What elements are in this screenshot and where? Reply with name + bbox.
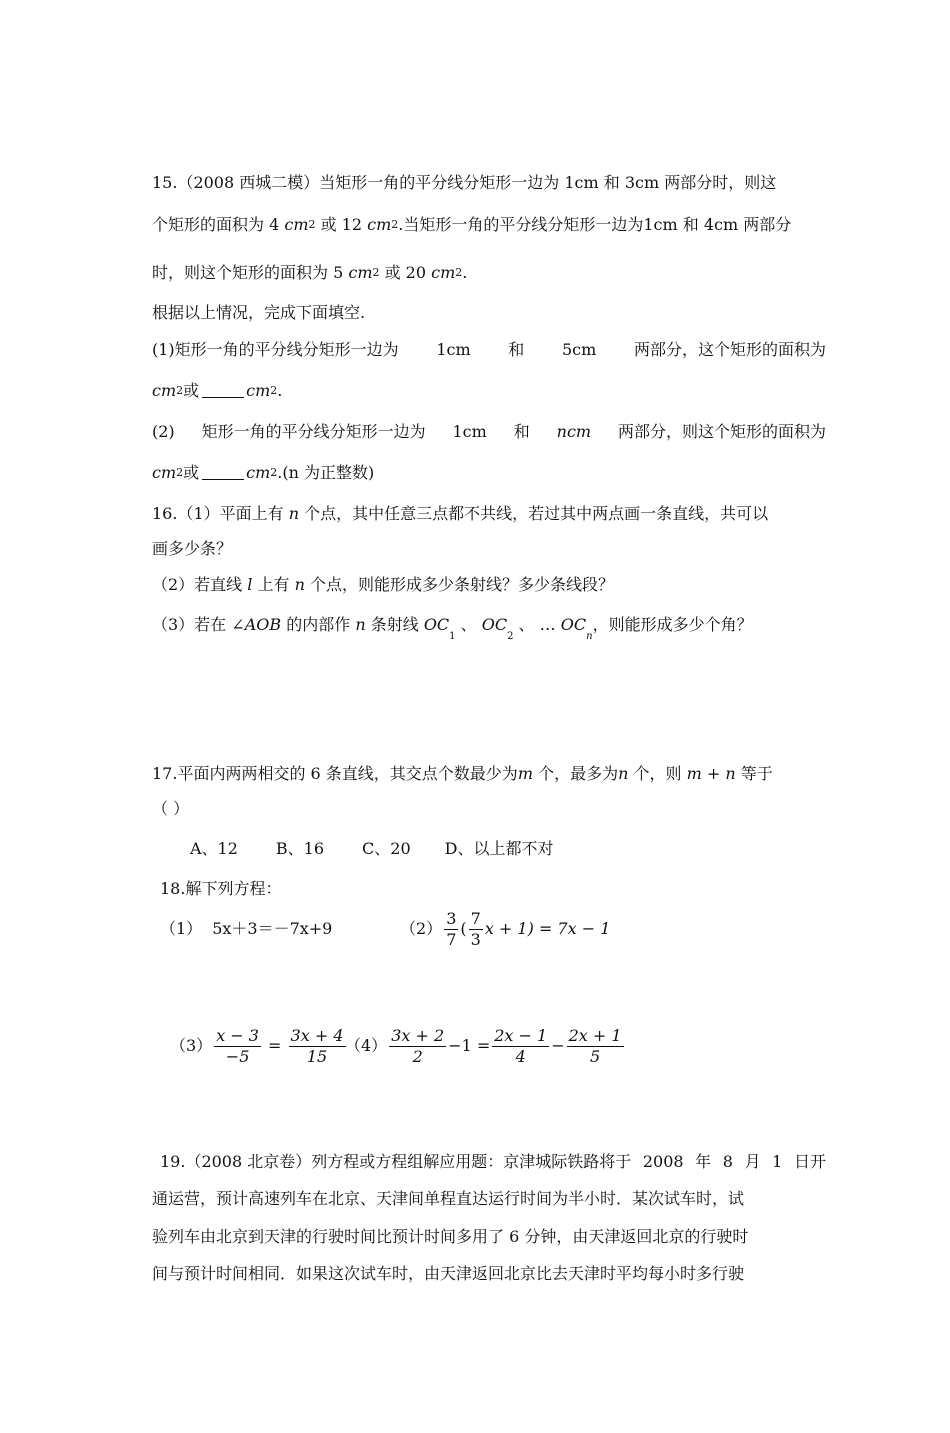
numerator: 3 <box>446 909 457 928</box>
text: 两部分，这个矩形的面积为 <box>633 340 826 359</box>
text: 矩形一角的平分线分矩形一边为 <box>201 422 426 441</box>
exponent: 2 <box>372 266 380 279</box>
var: AOB <box>244 615 282 634</box>
q16-line-2: 画多少条？ <box>152 539 233 558</box>
exponent: 2 <box>308 218 316 231</box>
denominator: 2 <box>412 1047 423 1066</box>
text: 1cm <box>452 422 487 441</box>
subscript: 1 <box>449 631 456 642</box>
text: 、 <box>513 615 540 634</box>
q16-line-3 <box>152 574 614 596</box>
q18-title: 18.解下列方程： <box>160 879 282 898</box>
q16-line-1 <box>152 503 768 525</box>
numerator: 3x + 2 <box>391 1026 445 1045</box>
option-d[interactable]: D、以上都不对 <box>444 839 554 858</box>
text: 或 20 <box>379 263 432 282</box>
text: 年 <box>695 1152 712 1171</box>
text: . <box>277 381 283 400</box>
fraction <box>214 1027 261 1066</box>
numerator: 2x + 1 <box>568 1026 622 1045</box>
text: 的内部作 <box>281 615 356 634</box>
text: .当矩形一角的平分线分矩形一边为1cm 和 4cm 两部分 <box>398 215 792 234</box>
var: n <box>288 504 300 523</box>
text: 上有 <box>252 575 295 594</box>
answer-blank[interactable] <box>202 382 244 398</box>
text: 16.（1）平面上有 <box>152 504 289 523</box>
var: OC <box>423 615 450 634</box>
q19-line-2: 通运营，预计高速列车在北京、天津间单程直达运行时间为半小时．某次试车时，试 <box>152 1189 745 1208</box>
q17-options <box>190 838 554 860</box>
q18-eq-4: （4） $\frac{3x + 2}{2}$ −1 = $\frac{2x - 1}{4}$ − $\frac{2x + 1}{5}$ <box>345 1026 622 1066</box>
q15-part-1 <box>152 339 826 361</box>
denominator: 7 <box>446 930 457 949</box>
text: （1） <box>160 919 203 938</box>
text: 、 <box>455 615 482 634</box>
text: .(n 为正整数) <box>277 463 375 482</box>
q15-line-3 <box>152 262 467 284</box>
text: (1)矩形一角的平分线分矩形一边为 <box>152 340 399 359</box>
q15-part-1-answer <box>152 380 282 402</box>
var: n <box>294 575 305 594</box>
denominator: −5 <box>225 1047 250 1066</box>
q15-part-2 <box>152 421 826 443</box>
var: l <box>247 575 253 594</box>
text: (2) <box>152 422 175 441</box>
q16-line-4 <box>152 614 753 642</box>
text: 个，最多为 <box>532 764 619 783</box>
q19-line-4: 间与预计时间相同．如果这次试车时，由天津返回北京比去天津时平均每小时多行驶 <box>152 1264 745 1283</box>
unit: cm <box>152 381 177 400</box>
subscript: n <box>586 631 593 642</box>
text: （3）若在 ∠ <box>152 615 245 634</box>
exponent: 2 <box>455 266 463 279</box>
unit: cm <box>431 263 456 282</box>
exponent: 2 <box>176 384 184 397</box>
text: （3） <box>170 1036 213 1055</box>
text: 日开 <box>793 1152 826 1171</box>
exponent: 2 <box>176 466 184 479</box>
answer-blank[interactable] <box>202 464 244 480</box>
exponent: 2 <box>270 384 278 397</box>
text: （2）若直线 <box>152 575 248 594</box>
unit: cm <box>284 215 309 234</box>
text: 1 <box>772 1152 783 1171</box>
text: 和 <box>508 340 525 359</box>
fraction <box>567 1027 624 1066</box>
text: … <box>539 615 561 634</box>
var: n <box>355 615 366 634</box>
text: 2008 <box>642 1152 684 1171</box>
text: 19.（2008 北京卷）列方程或方程组解应用题：京津城际铁路将于 <box>160 1152 632 1171</box>
fraction <box>389 1027 446 1066</box>
text: 或 <box>183 463 200 482</box>
text: 17.平面内两两相交的 6 条直线，其交点个数最少为 <box>152 764 518 783</box>
q15-line-4: 根据以上情况，完成下面填空. <box>152 303 366 322</box>
unit: cm <box>246 463 271 482</box>
text: 个矩形的面积为 4 <box>152 215 285 234</box>
numerator: 7 <box>470 909 481 928</box>
q15-line-2 <box>152 214 791 236</box>
q18-eq-3: （3） $\frac{x - 3}{-5}$ = $\frac{3x + 4}{15}$ <box>170 1026 344 1066</box>
text: 个点，则能形成多少条射线？多少条线段？ <box>304 575 614 594</box>
text: 或 12 <box>315 215 368 234</box>
equation: 5x＋3＝－7x+9 <box>212 919 333 938</box>
text: 两部分，则这个矩形的面积为 <box>617 422 826 441</box>
text: （2） <box>400 919 443 938</box>
denominator: 5 <box>590 1047 601 1066</box>
text: 月 <box>744 1152 761 1171</box>
q17-line-1 <box>152 763 773 785</box>
unit: cm <box>367 215 392 234</box>
text: 5cm <box>561 340 597 359</box>
text: 和 <box>513 422 530 441</box>
var: n <box>618 764 629 783</box>
text: 8 <box>722 1152 733 1171</box>
numerator: 3x + 4 <box>290 1026 344 1045</box>
option-c[interactable]: C、20 <box>362 839 411 858</box>
text: 等于 <box>735 764 773 783</box>
denominator: 3 <box>470 930 481 949</box>
text: 时，则这个矩形的面积为 5 <box>152 263 349 282</box>
text: ncm <box>556 422 592 441</box>
var: OC <box>481 615 508 634</box>
q19-line-1 <box>160 1151 826 1173</box>
fraction <box>289 1027 346 1066</box>
q19-line-3: 验列车由北京到天津的行驶时间比预计时间多用了 6 分钟，由天津返回北京的行驶时 <box>152 1227 749 1246</box>
subscript: 2 <box>507 631 514 642</box>
text: −1 = <box>448 1036 491 1055</box>
unit: cm <box>152 463 177 482</box>
fraction <box>444 910 458 949</box>
text: . <box>462 263 468 282</box>
numerator: x − 3 <box>216 1026 259 1045</box>
text: 个，则 <box>628 764 687 783</box>
text: 个点，其中任意三点都不共线，若过其中两点画一条直线，共可以 <box>299 504 769 523</box>
fraction <box>492 1027 549 1066</box>
var: m + n <box>686 764 736 783</box>
q15-line-1: 15.（2008 西城二模）当矩形一角的平分线分矩形一边为 1cm 和 3cm 两部分时，则这 <box>152 173 777 192</box>
denominator: 4 <box>515 1047 526 1066</box>
q17-paren: （ ） <box>152 799 190 818</box>
text: 条射线 <box>365 615 424 634</box>
text: ，则能形成多少个角？ <box>592 615 753 634</box>
q18-eq-1 <box>160 918 332 940</box>
exponent: 2 <box>270 466 278 479</box>
var: OC <box>560 615 587 634</box>
text: 或 <box>183 381 200 400</box>
denominator: 15 <box>306 1047 328 1066</box>
var: m <box>517 764 533 783</box>
option-a[interactable]: A、12 <box>190 839 238 858</box>
exponent: 2 <box>391 218 399 231</box>
fraction <box>469 910 483 949</box>
unit: cm <box>348 263 373 282</box>
numerator: 2x − 1 <box>494 1026 548 1045</box>
q18-eq-2: （2） $\frac{3}{7}$ ( $\frac{7}{3}$ x + 1) = 7x − 1 <box>400 909 611 949</box>
text: （4） <box>345 1036 388 1055</box>
q15-part-2-answer <box>152 462 374 484</box>
option-b[interactable]: B、16 <box>275 839 325 858</box>
text: 1cm <box>436 340 471 359</box>
equation: x + 1) = 7x − 1 <box>484 919 611 938</box>
unit: cm <box>246 381 271 400</box>
